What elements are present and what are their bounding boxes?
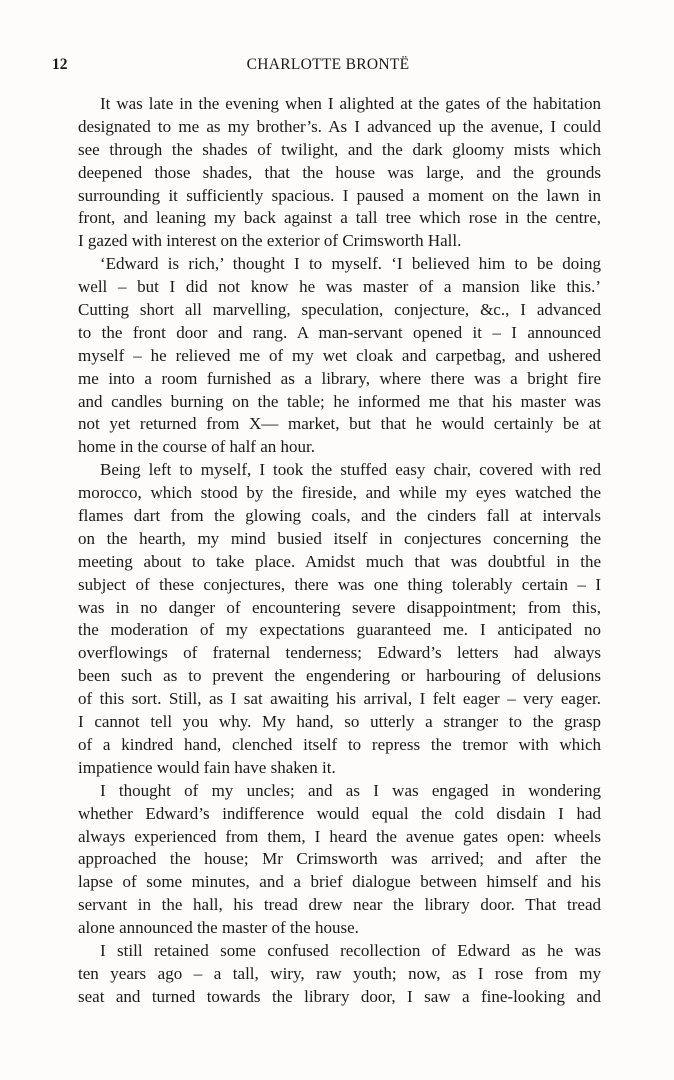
text-line: always experienced from them, I heard the avenue gates open: wheels [78, 826, 601, 846]
text-line: not yet returned from X— market, but that he would certainly be at [78, 414, 601, 434]
text-line: morocco, which stood by the fireside, and while my eyes watched the [78, 483, 601, 503]
text-line: the moderation of my expectations guaranteed me. I anticipated no [78, 620, 601, 640]
text-line: me into a room furnished as a library, where there was a bright fire [78, 368, 601, 388]
text-line: Cutting short all marvelling, speculation, conjecture, &c., I advanced [78, 300, 601, 320]
text-line: alone announced the master of the house. [78, 918, 359, 938]
text-line: home in the course of half an hour. [78, 437, 315, 457]
text-line: ten years ago – a tall, wiry, raw youth; now, as I rose from my [78, 963, 601, 983]
text-line: of this sort. Still, as I sat awaiting his arrival, I felt eager – very eager. [78, 689, 601, 709]
text-line: myself – he relieved me of my wet cloak and carpetbag, and ushered [78, 345, 601, 365]
text-line: on the hearth, my mind busied itself in conjectures concerning the [78, 528, 601, 548]
text-line: to the front door and rang. A man-servant opened it – I announced [78, 322, 601, 342]
text-line: I cannot tell you why. My hand, so utterly a stranger to the grasp [78, 712, 601, 732]
text-line: subject of these conjectures, there was one thing tolerably certain – I [78, 574, 601, 594]
running-title: CHARLOTTE BRONTË [246, 56, 410, 73]
text-line: see through the shades of twilight, and the dark gloomy mists which [78, 139, 601, 159]
text-line: been such as to prevent the engendering or harbouring of delusions [78, 666, 601, 686]
text-line: and candles burning on the table; he informed me that his master was [78, 391, 601, 411]
text-line: I still retained some confused recollection of Edward as he was [100, 940, 601, 960]
text-line: whether Edward’s indifference would equal the cold disdain I had [78, 803, 601, 823]
text-line: impatience would fain have shaken it. [78, 757, 336, 777]
text-line: lapse of some minutes, and a brief dialogue between himself and his [78, 872, 601, 892]
text-line: was in no danger of encountering severe disappointment; from this, [78, 597, 601, 617]
text-line: approached the house; Mr Crimsworth was arrived; and after the [78, 849, 601, 869]
text-line: surrounding it sufficiently spacious. I paused a moment on the lawn in [78, 185, 601, 205]
body-text [78, 93, 601, 1009]
text-line: servant in the hall, his tread drew near the library door. That tread [78, 895, 601, 915]
text-line: overflowings of fraternal tenderness; Edward’s letters had always [78, 643, 601, 663]
text-line: ‘Edward is rich,’ thought I to myself. ‘I believed him to be doing [100, 254, 601, 274]
text-line: Being left to myself, I took the stuffed easy chair, covered with red [100, 460, 601, 480]
text-line: flames dart from the glowing coals, and the cinders fall at intervals [78, 506, 601, 526]
page-number: 12 [52, 56, 68, 73]
text-line: I thought of my uncles; and as I was engaged in wondering [100, 780, 601, 800]
text-line: designated to me as my brother’s. As I advanced up the avenue, I could [78, 116, 601, 136]
text-line: It was late in the evening when I alighted at the gates of the habitation [100, 94, 601, 113]
text-line: deepened those shades, that the house was large, and the grounds [78, 162, 601, 182]
text-line: seat and turned towards the library door, I saw a fine-looking and [78, 986, 601, 1006]
text-line: well – but I did not know he was master of a mansion like this.’ [78, 277, 601, 297]
running-head [52, 53, 604, 77]
text-line: front, and leaning my back against a tall tree which rose in the centre, [78, 208, 601, 228]
text-line: I gazed with interest on the exterior of Crimsworth Hall. [78, 231, 462, 251]
text-line: meeting about to take place. Amidst much that was doubtful in the [78, 551, 601, 571]
text-line: of a kindred hand, clenched itself to repress the tremor with which [78, 734, 601, 754]
